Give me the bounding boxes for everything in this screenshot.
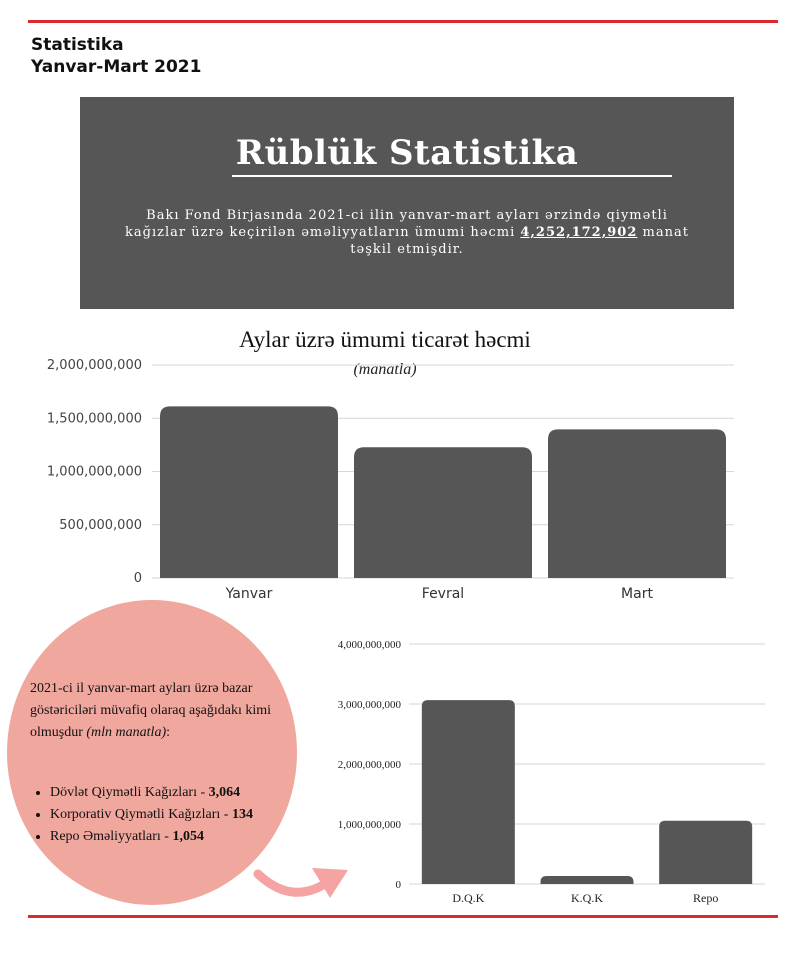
chart1-subtitle: (manatla): [353, 361, 417, 378]
banner-divider: [232, 175, 672, 177]
summary-item-label: Dövlət Qiymətli Kağızları -: [50, 785, 209, 800]
market-segment-chart: [0, 630, 800, 915]
chart1-title: Aylar üzrə ümumi ticarət həcmi: [239, 327, 531, 352]
summary-item-value: 134: [231, 807, 253, 822]
summary-item-label: Repo Əməliyyatları -: [50, 829, 173, 844]
summary-item-label: Korporativ Qiymətli Kağızları -: [50, 807, 232, 822]
summary-intro: 2021-ci il yanvar-mart ayları üzrə bazar göstəriciləri müvafiq olaraq aşağıdakı kimi olmuşdur: [30, 681, 272, 740]
x-category-label: K.Q.K: [571, 891, 603, 905]
y-tick-label: 500,000,000: [59, 517, 142, 533]
bar: [422, 700, 515, 884]
summary-item-value: 1,054: [172, 829, 204, 844]
y-tick-label: 3,000,000,000: [337, 699, 401, 711]
banner-total-value: 4,252,172,902: [520, 225, 638, 240]
bar: [160, 406, 338, 578]
y-tick-label: 1,000,000,000: [337, 819, 401, 831]
bar: [541, 876, 634, 884]
banner-title: Rüblük Statistika: [235, 133, 579, 173]
summary-intro-end: :: [166, 725, 170, 740]
banner-text-before: Bakı Fond Birjasında 2021-ci ilin yanvar-mart ayları ərzində qiymətli kağızlar üzrə keçirilən əməliyyatların ümumi həcmi: [125, 208, 668, 240]
y-tick-label: 2,000,000,000: [46, 358, 142, 373]
monthly-volume-chart: [0, 350, 800, 610]
y-tick-label: 1,000,000,000: [46, 464, 142, 480]
header-period: Yanvar-Mart 2021: [31, 57, 202, 77]
summary-intro-unit: (mln manatla): [86, 725, 167, 740]
x-category-label: Yanvar: [225, 586, 273, 602]
page-header: [31, 34, 201, 78]
header-title: Statistika: [31, 35, 124, 55]
y-tick-label: 4,000,000,000: [337, 639, 401, 651]
bar: [659, 821, 752, 884]
top-red-rule: [28, 20, 778, 23]
summary-banner: [80, 97, 734, 309]
x-category-label: Repo: [692, 891, 719, 905]
banner-text: [120, 207, 694, 258]
bar: [354, 447, 532, 578]
y-tick-label: 0: [133, 571, 142, 586]
x-category-label: Fevral: [421, 586, 465, 602]
summary-item-value: 3,064: [208, 785, 241, 800]
bar: [548, 429, 726, 578]
x-category-label: Mart: [621, 586, 653, 602]
x-category-label: D.Q.K: [452, 891, 485, 905]
y-tick-label: 0: [395, 879, 401, 891]
y-tick-label: 2,000,000,000: [337, 759, 401, 771]
banner-text-after: manat təşkil etmişdir.: [350, 225, 689, 257]
bottom-red-rule: [28, 915, 778, 918]
y-tick-label: 1,500,000,000: [46, 411, 142, 427]
